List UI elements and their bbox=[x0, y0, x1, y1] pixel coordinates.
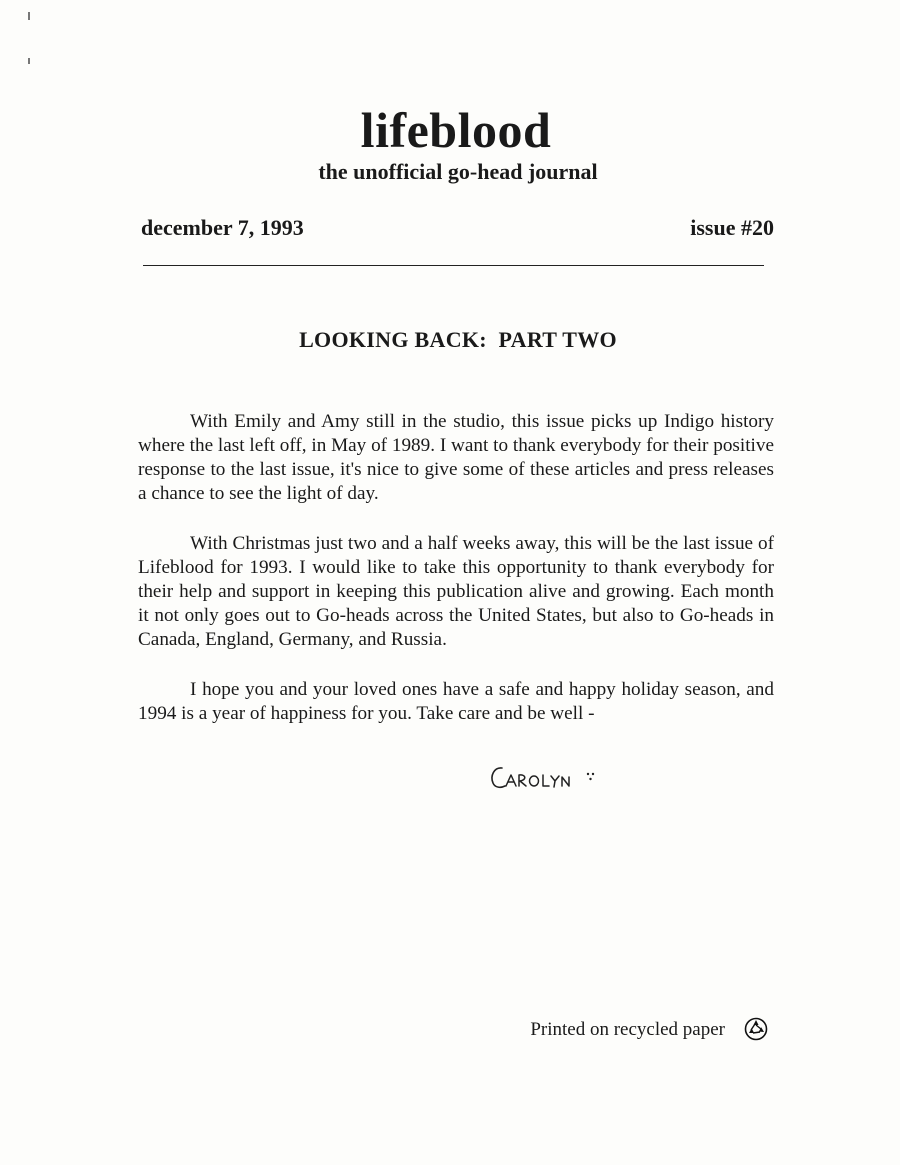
header-divider bbox=[143, 265, 764, 266]
recycled-paper-note: Printed on recycled paper bbox=[530, 1019, 725, 1040]
handwritten-signature bbox=[488, 758, 638, 798]
margin-speck bbox=[28, 58, 30, 64]
article-paragraph: I hope you and your loved ones have a safe and happy holiday season, and 1994 is a year of happiness for you. Take care and be well - bbox=[138, 679, 774, 724]
article-body bbox=[138, 410, 774, 752]
article-paragraph: With Christmas just two and a half weeks away, this will be the last issue of Lifeblood for 1993. I would like to take this opportunity to thank everybody for their help and support in keeping this publication alive and growing. Each month it not only goes out to Go-heads across the United States, but also to Go-heads in Canada, England, Germany, and Russia. bbox=[138, 533, 774, 650]
issue-number: issue #20 bbox=[690, 215, 774, 240]
recycle-globe-icon bbox=[744, 1017, 768, 1041]
masthead-subtitle: the unofficial go-head journal bbox=[318, 159, 598, 184]
masthead-title: lifeblood bbox=[360, 102, 552, 158]
issue-date: december 7, 1993 bbox=[141, 215, 304, 240]
article-paragraph: With Emily and Amy still in the studio, this issue picks up Indigo history where the last left off, in May of 1989. I want to thank everybody for their positive response to the last issue, it's nice to give some of these articles and press releases a chance to see the light of day. bbox=[138, 411, 774, 504]
article-heading: LOOKING BACK: PART TWO bbox=[299, 327, 617, 352]
margin-speck bbox=[28, 12, 30, 20]
